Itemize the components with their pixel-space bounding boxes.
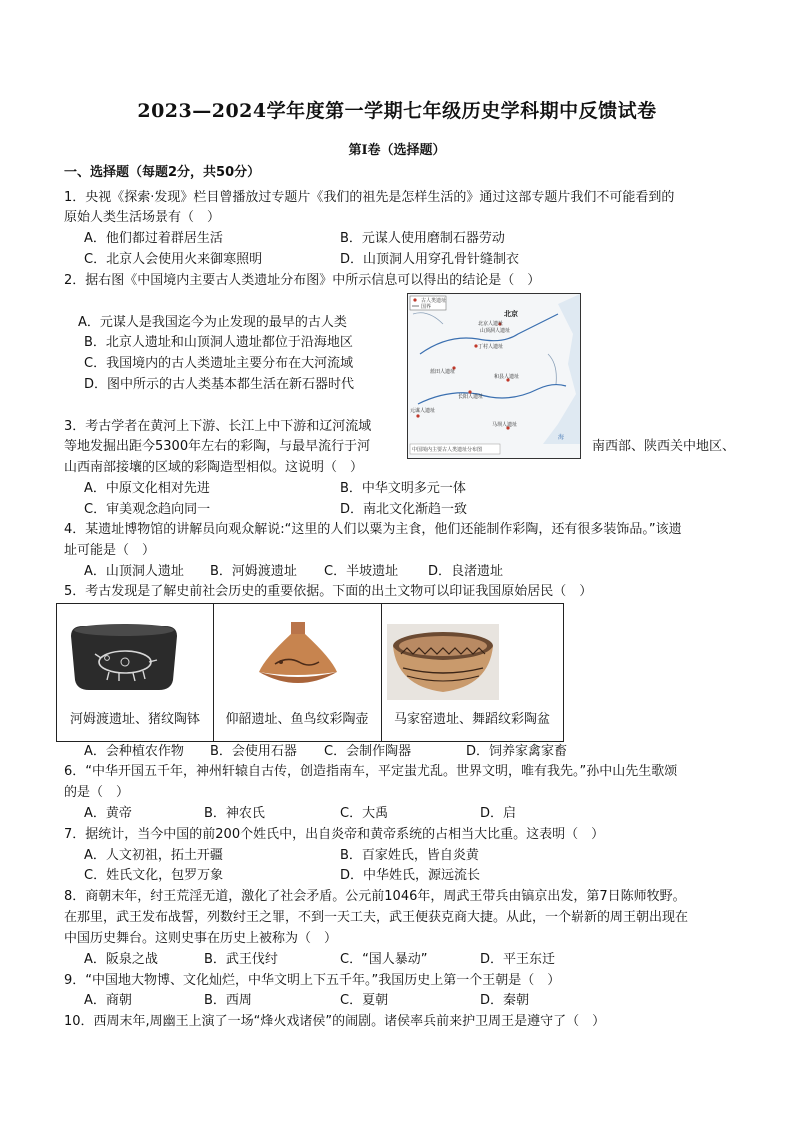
map-label-sea: 海 bbox=[558, 434, 565, 441]
q5-option-b: B．会使用石器 bbox=[210, 744, 297, 759]
q4-option-c: C．半坡遗址 bbox=[324, 564, 399, 579]
q9-option-b: B．西周 bbox=[204, 993, 252, 1008]
map-graphic bbox=[408, 294, 580, 458]
q9-option-c: C．夏朝 bbox=[340, 993, 389, 1008]
q3-option-a: A．中原文化相对先进 bbox=[84, 481, 210, 496]
q2-option-b: B．北京人遗址和山顶洞人遗址都位于沿海地区 bbox=[84, 335, 353, 350]
artifact-caption-1: 河姆渡遗址、猪纹陶钵 bbox=[69, 712, 200, 727]
q5-option-d: D．饲养家禽家畜 bbox=[466, 744, 568, 759]
map-legend-site: 古人类遗址 bbox=[421, 298, 447, 304]
question-10-stem: 10．西周末年,周幽王上演了一场“烽火戏诸侯”的闹剧。诸侯率兵前来护卫周王是遵守了（ ） bbox=[64, 1014, 606, 1029]
dancing-pattern-basin-image bbox=[387, 624, 499, 700]
q2-option-d: D．图中所示的古人类基本都生活在新石器时代 bbox=[84, 377, 355, 392]
map-site-3: 丁村人遗址 bbox=[478, 344, 504, 350]
artifact-cell-1 bbox=[57, 604, 214, 741]
question-3-stem-cont: 等地发掘出距今5300年左右的彩陶，与最早流行于河 bbox=[64, 439, 371, 454]
q3-option-b: B．中华文明多元一体 bbox=[340, 481, 466, 496]
question-7-stem: 7．据统计，当今中国的前200个姓氏中，出自炎帝和黄帝系统的占相当大比重。这表明（ ） bbox=[64, 827, 605, 842]
pig-pattern-bowl-image bbox=[63, 618, 185, 698]
q6-option-c: C．大禹 bbox=[340, 806, 389, 821]
section-heading: 一、选择题（每题2分，共50分） bbox=[64, 165, 261, 180]
map-site-8: 马坝人遗址 bbox=[492, 422, 518, 428]
ancient-sites-map bbox=[407, 293, 581, 459]
question-4-stem: 4．某遗址博物馆的讲解员向观众解说:“这里的人们以粟为主食，他们还能制作彩陶，还有很多装饰品。”该遗 bbox=[64, 522, 682, 537]
q2-option-a: A．元谋人是我国迄今为止发现的最早的古人类 bbox=[78, 315, 347, 330]
q8-option-d: D．平王东迁 bbox=[480, 952, 556, 967]
question-4-stem-cont: 址可能是（ ） bbox=[64, 543, 156, 558]
q2-option-c: C．我国境内的古人类遗址主要分布在大河流域 bbox=[84, 356, 354, 371]
q1-option-a: A．他们都过着群居生活 bbox=[84, 231, 223, 246]
question-3-stem-end: 山西南部接壤的区域的彩陶造型相似。这说明（ ） bbox=[64, 460, 364, 475]
question-3-stem: 3．考古学者在黄河上下游、长江上中下游和辽河流域 bbox=[64, 419, 372, 434]
map-caption: 中国境内主要古人类遗址分布图 bbox=[412, 447, 483, 453]
q6-option-d: D．启 bbox=[480, 806, 517, 821]
q7-option-b: B．百家姓氏，皆自炎黄 bbox=[340, 848, 479, 863]
q4-option-b: B．河姆渡遗址 bbox=[210, 564, 297, 579]
map-legend-border: 国界 bbox=[421, 304, 432, 310]
q9-option-d: D．秦朝 bbox=[480, 993, 530, 1008]
map-site-7: 元谋人遗址 bbox=[410, 408, 436, 414]
q8-option-b: B．武王伐纣 bbox=[204, 952, 278, 967]
q9-option-a: A．商朝 bbox=[84, 993, 132, 1008]
q6-option-a: A．黄帝 bbox=[84, 806, 132, 821]
map-site-2: 山顶洞人遗址 bbox=[480, 328, 511, 334]
artifact-cell-2 bbox=[213, 604, 382, 741]
q8-option-c: C．“国人暴动” bbox=[340, 952, 428, 967]
question-8-stem: 8．商朝末年，纣王荒淫无道，激化了社会矛盾。公元前1046年，周武王带兵由镐京出发，第7日陈师牧野。 bbox=[64, 889, 686, 904]
question-6-stem-cont: 的是（ ） bbox=[64, 785, 130, 800]
artifact-caption-2: 仰韶遗址、鱼鸟纹彩陶壶 bbox=[225, 712, 369, 727]
question-9-stem: 9．“中国地大物博、文化灿烂，中华文明上下五千年。”我国历史上第一个王朝是（ ） bbox=[64, 973, 561, 988]
question-1-stem-cont: 原始人类生活场景有（ ） bbox=[64, 210, 221, 225]
q1-option-c: C．北京人会使用火来御寒照明 bbox=[84, 252, 263, 267]
map-site-1: 北京人遗址 bbox=[478, 321, 504, 327]
artifact-table bbox=[56, 603, 564, 742]
q7-option-a: A．人文初祖，拓土开疆 bbox=[84, 848, 223, 863]
question-3-stem-right: 南西部、陕西关中地区、 bbox=[592, 439, 736, 454]
exam-title: 2023—2024学年度第一学期七年级历史学科期中反馈试卷 bbox=[137, 100, 657, 122]
q3-option-c: C．审美观念趋向同一 bbox=[84, 502, 211, 517]
q4-option-d: D．良渚遗址 bbox=[428, 564, 504, 579]
map-site-5: 和县人遗址 bbox=[494, 374, 520, 380]
map-site-6: 长阳人遗址 bbox=[458, 394, 484, 400]
question-6-stem: 6．“中华开国五千年，神州轩辕自古传，创造指南车，平定蚩尤乱。世界文明，唯有我先。”孙中山先生歌颂 bbox=[64, 764, 678, 779]
q6-option-b: B．神农氏 bbox=[204, 806, 265, 821]
q7-option-d: D．中华姓氏，源远流长 bbox=[340, 868, 481, 883]
question-2-stem: 2．据右图《中国境内主要古人类遗址分布图》中所示信息可以得出的结论是（ ） bbox=[64, 273, 541, 288]
volume-title: 第Ⅰ卷（选择题） bbox=[348, 143, 446, 158]
q1-option-d: D．山顶洞人用穿孔骨针缝制衣 bbox=[340, 252, 520, 267]
question-1-stem: 1．央视《探索·发现》栏目曾播放过专题片《我们的祖先是怎样生活的》通过这部专题片我们不可能看到的 bbox=[64, 190, 675, 205]
q1-option-b: B．元谋人使用磨制石器劳动 bbox=[340, 231, 505, 246]
question-5-stem: 5．考古发现是了解史前社会历史的重要依据。下面的出土文物可以印证我国原始居民（ ） bbox=[64, 584, 593, 599]
artifact-cell-3 bbox=[381, 604, 563, 741]
q3-option-d: D．南北文化渐趋一致 bbox=[340, 502, 468, 517]
map-label-beijing: 北京 bbox=[504, 310, 518, 318]
q4-option-a: A．山顶洞人遗址 bbox=[84, 564, 184, 579]
q7-option-c: C．姓氏文化，包罗万象 bbox=[84, 868, 224, 883]
artifact-caption-3: 马家窑遗址、舞蹈纹彩陶盆 bbox=[393, 712, 550, 727]
question-8-stem-end: 中国历史舞台。这则史事在历史上被称为（ ） bbox=[64, 931, 338, 946]
fish-bird-pot-image bbox=[253, 618, 343, 698]
q8-option-a: A．阪泉之战 bbox=[84, 952, 158, 967]
q5-option-a: A．会种植农作物 bbox=[84, 744, 184, 759]
q5-option-c: C．会制作陶器 bbox=[324, 744, 412, 759]
question-8-stem-cont: 在那里，武王发布战誓，列数纣王之罪，不到一天工夫，武王便获克商大捷。从此，一个崭新的周王朝出现在 bbox=[64, 910, 689, 925]
map-site-4: 蓝田人遗址 bbox=[430, 369, 456, 375]
